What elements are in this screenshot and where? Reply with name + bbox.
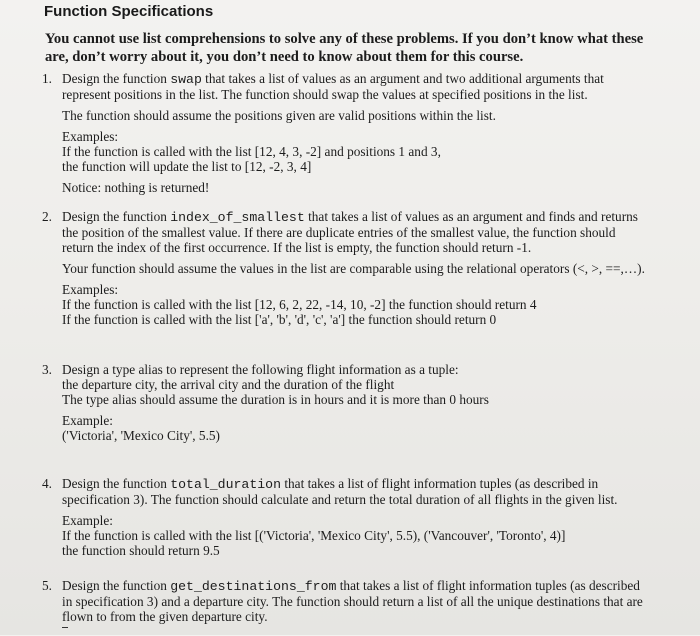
spec-item-1 [42,71,674,195]
item-description-line: specification 3). The function should calculate and return the total duration of all flights in the given list. [62,492,618,507]
examples-label: Examples: [62,129,119,144]
example-line: If the function is called with the list [12, 6, 2, 22, -14, 10, -2] the function should return 4 [62,297,537,312]
item-description-line: flown to from the given departure city. [62,609,268,624]
function-name: index_of_smallest [170,210,305,225]
item-description: Design the function index_of_smallest that takes a list of values as an argument and finds and returns [62,209,638,225]
example-line: If the function is called with the list ['a', 'b', 'd', 'c', 'a'] the function should return 0 [62,312,497,327]
item-description-line: represent positions in the list. The function should swap the values at specified positions in the list. [62,87,588,102]
example-line: ('Victoria', 'Mexico City', 5.5) [62,428,220,443]
item-number: 3. [42,362,52,377]
spec-item-5 [42,578,674,624]
document-heading: Function Specifications [44,3,214,20]
example-label: Example: [62,513,113,528]
item-description-line: return the index of the first occurrence. If the list is empty, the function should return -1. [62,240,532,255]
item-description-line: the departure city, the arrival city and the duration of the flight [62,377,395,392]
item-assumption: Your function should assume the values in the list are comparable using the relational operators (<, >, ==,…). [62,261,645,276]
item-description-line: in specification 3) and a departure city. The function should return a list of all the unique destinations that are [62,594,643,609]
item-number: 1. [42,71,52,86]
spec-item-3 [42,362,674,443]
example-line: If the function is called with the list [12, 4, 3, -2] and positions 1 and 3, [62,144,441,159]
item-assumption: The function should assume the positions given are valid positions within the list. [62,108,496,123]
item-number: 4. [42,476,52,491]
function-name: swap [170,72,202,87]
item-notice: Notice: nothing is returned! [62,180,210,195]
item-description: Design the function get_destinations_from that takes a list of flight information tuples (as described [62,578,640,594]
item-description-line: The type alias should assume the duration is in hours and it is more than 0 hours [62,392,489,407]
item-description: Design the function swap that takes a list of values as an argument and two additional arguments that [62,71,604,87]
spec-item-4 [42,476,674,558]
example-label: Example: [62,413,113,428]
example-line: If the function is called with the list [('Victoria', 'Mexico City', 5.5), ('Vancouver', 'Toronto', 4)] [62,528,566,543]
item-description: Design a type alias to represent the following flight information as a tuple: [62,362,459,377]
function-name: total_duration [170,477,281,492]
item-number: 5. [42,578,52,593]
examples-label: Examples: [62,282,119,297]
intro-paragraph: You cannot use list comprehensions to solve any of these problems. If you don’t know what these are, don’t worry about it, you don’t need to know about them for this course. [45,31,644,65]
spec-item-2 [42,209,674,327]
item-description: Design the function total_duration that takes a list of flight information tuples (as described in [62,476,599,492]
function-name: get_destinations_from [170,579,337,594]
item-number: 2. [42,209,52,224]
item-description-line: the position of the smallest value. If there are duplicate entries of the smallest value, the function should [62,225,616,240]
example-line: the function will update the list to [12, -2, 3, 4] [62,159,312,174]
example-line: the function should return 9.5 [62,543,220,558]
